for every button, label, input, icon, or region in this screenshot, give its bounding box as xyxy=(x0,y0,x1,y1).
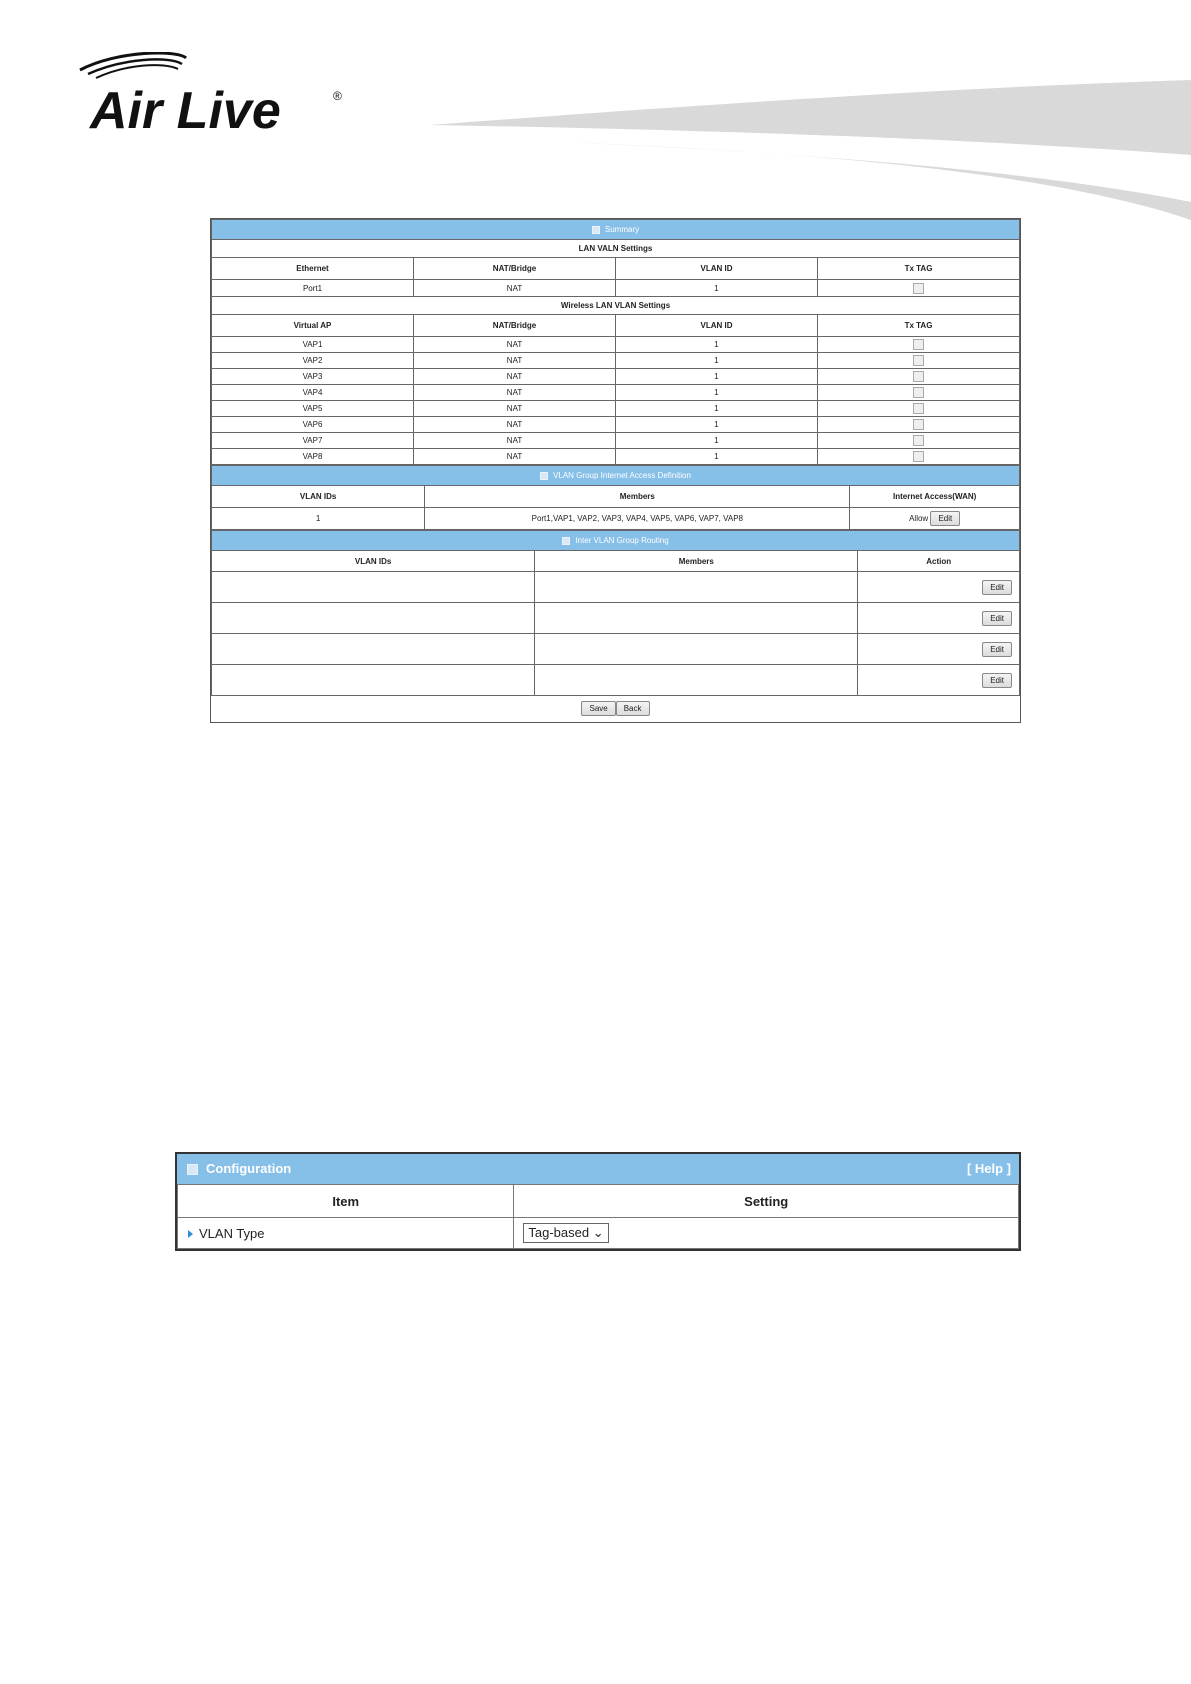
vlan-type-label: VLAN Type xyxy=(199,1225,265,1241)
table-row: VAP2 NAT 1 xyxy=(212,353,1020,369)
table-row xyxy=(212,665,1020,696)
lan-header: VLAN ID xyxy=(616,258,818,280)
table-row: VAP5 NAT 1 xyxy=(212,401,1020,417)
wlan-title: Wireless LAN VLAN Settings xyxy=(212,297,1020,315)
routing-edit-button[interactable]: Edit xyxy=(982,611,1012,626)
lan-header: Ethernet xyxy=(212,258,414,280)
routing-edit-button[interactable]: Edit xyxy=(982,642,1012,657)
wlan-header: NAT/Bridge xyxy=(414,315,616,337)
table-row: VAP8 NAT 1 xyxy=(212,449,1020,465)
configuration-panel xyxy=(175,1152,1021,1251)
tx-tag-checkbox[interactable] xyxy=(913,435,924,446)
section-icon xyxy=(592,226,600,234)
bullet-arrow-icon xyxy=(188,1230,193,1238)
configuration-title: Configuration xyxy=(206,1161,292,1176)
table-row xyxy=(178,1218,1019,1249)
group-edit-button[interactable]: Edit xyxy=(930,511,960,526)
setting-header: Setting xyxy=(514,1185,1019,1218)
configuration-bar xyxy=(177,1154,1019,1184)
lan-header: Tx TAG xyxy=(818,258,1020,280)
logo-text: Air Live xyxy=(90,82,281,140)
item-header: Item xyxy=(178,1185,514,1218)
table-row: VAP3 NAT 1 xyxy=(212,369,1020,385)
tx-tag-checkbox[interactable] xyxy=(913,283,924,294)
table-row xyxy=(212,634,1020,665)
help-link[interactable]: [ Help ] xyxy=(966,1161,1011,1176)
summary-panel xyxy=(210,218,1021,723)
section-icon xyxy=(540,472,548,480)
tx-tag-checkbox[interactable] xyxy=(913,387,924,398)
tx-tag-checkbox[interactable] xyxy=(913,419,924,430)
routing-edit-button[interactable]: Edit xyxy=(982,580,1012,595)
routing-header: VLAN IDs xyxy=(212,551,535,572)
table-row: VAP4 NAT 1 xyxy=(212,385,1020,401)
group-header: VLAN IDs xyxy=(212,486,425,508)
tx-tag-checkbox[interactable] xyxy=(913,371,924,382)
routing-header: Members xyxy=(535,551,858,572)
lan-title: LAN VALN Settings xyxy=(212,240,1020,258)
table-row xyxy=(212,572,1020,603)
registered-mark: ® xyxy=(333,89,342,103)
back-button[interactable]: Back xyxy=(616,701,650,716)
section-icon xyxy=(562,537,570,545)
chevron-down-icon: ⌄ xyxy=(592,1225,604,1240)
group-header: Members xyxy=(425,486,850,508)
header-swoosh xyxy=(430,80,1191,220)
group-table xyxy=(211,465,1020,530)
wlan-header: Tx TAG xyxy=(818,315,1020,337)
vlan-type-select[interactable]: Tag-based ⌄ xyxy=(523,1223,608,1243)
section-icon xyxy=(187,1164,198,1175)
wlan-header: VLAN ID xyxy=(616,315,818,337)
table-row: VAP7 NAT 1 xyxy=(212,433,1020,449)
summary-bar: Summary xyxy=(212,220,1020,240)
routing-header: Action xyxy=(858,551,1020,572)
tx-tag-checkbox[interactable] xyxy=(913,339,924,350)
airlive-logo xyxy=(78,52,358,142)
routing-table xyxy=(211,530,1020,722)
table-row: VAP1 NAT 1 xyxy=(212,337,1020,353)
tx-tag-checkbox[interactable] xyxy=(913,403,924,414)
table-row: Port1 NAT 1 xyxy=(212,280,1020,297)
configuration-table xyxy=(177,1184,1019,1249)
routing-edit-button[interactable]: Edit xyxy=(982,673,1012,688)
table-row: 1 Port1,VAP1, VAP2, VAP3, VAP4, VAP5, VAP6, VAP7, VAP8 Allow Edit xyxy=(212,508,1020,530)
routing-bar: Inter VLAN Group Routing xyxy=(212,531,1020,551)
table-row: VAP6 NAT 1 xyxy=(212,417,1020,433)
group-bar: VLAN Group Internet Access Definition xyxy=(212,466,1020,486)
lan-header: NAT/Bridge xyxy=(414,258,616,280)
tx-tag-checkbox[interactable] xyxy=(913,355,924,366)
table-row xyxy=(212,603,1020,634)
tx-tag-checkbox[interactable] xyxy=(913,451,924,462)
summary-table xyxy=(211,219,1020,465)
wlan-header: Virtual AP xyxy=(212,315,414,337)
group-header: Internet Access(WAN) xyxy=(850,486,1020,508)
save-button[interactable]: Save xyxy=(581,701,615,716)
